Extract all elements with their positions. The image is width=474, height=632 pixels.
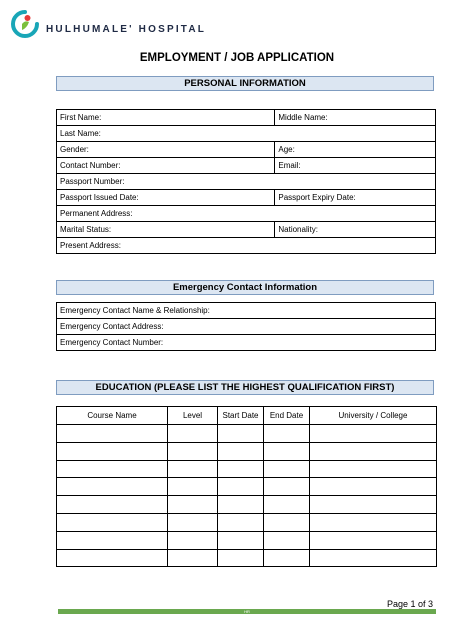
form-row bbox=[57, 238, 436, 254]
table-cell[interactable] bbox=[218, 531, 264, 549]
first-name-field[interactable]: First Name: bbox=[57, 110, 275, 126]
form-row bbox=[57, 110, 436, 126]
table-cell[interactable] bbox=[264, 513, 310, 531]
gender-field[interactable]: Gender: bbox=[57, 142, 275, 158]
table-cell[interactable] bbox=[310, 442, 437, 460]
contact-number-field[interactable]: Contact Number: bbox=[57, 158, 275, 174]
last-name-field[interactable]: Last Name: bbox=[57, 126, 436, 142]
emergency-contact-number-field[interactable]: Emergency Contact Number: bbox=[57, 335, 436, 351]
table-row bbox=[57, 531, 437, 549]
table-row bbox=[57, 442, 437, 460]
table-cell[interactable] bbox=[264, 496, 310, 514]
level-column-header: Level bbox=[168, 407, 218, 425]
table-cell[interactable] bbox=[218, 513, 264, 531]
form-row bbox=[57, 174, 436, 190]
nationality-field[interactable]: Nationality: bbox=[275, 222, 436, 238]
table-cell[interactable] bbox=[168, 460, 218, 478]
age-field[interactable]: Age: bbox=[275, 142, 436, 158]
personal-information-header: PERSONAL INFORMATION bbox=[56, 76, 434, 91]
table-cell[interactable] bbox=[310, 531, 437, 549]
page-number: Page 1 of 3 bbox=[386, 599, 433, 609]
table-cell[interactable] bbox=[57, 549, 168, 567]
table-cell[interactable] bbox=[310, 549, 437, 567]
passport-expiry-date-field[interactable]: Passport Expiry Date: bbox=[275, 190, 436, 206]
form-row bbox=[57, 335, 436, 351]
emergency-contact-address-field[interactable]: Emergency Contact Address: bbox=[57, 319, 436, 335]
hospital-logo-icon bbox=[11, 10, 39, 38]
table-cell[interactable] bbox=[168, 442, 218, 460]
table-row bbox=[57, 478, 437, 496]
start-date-column-header: Start Date bbox=[218, 407, 264, 425]
personal-information-table bbox=[56, 109, 436, 254]
table-cell[interactable] bbox=[310, 425, 437, 443]
table-cell[interactable] bbox=[168, 425, 218, 443]
course-name-column-header: Course Name bbox=[57, 407, 168, 425]
table-cell[interactable] bbox=[168, 513, 218, 531]
education-table bbox=[56, 406, 437, 567]
form-row bbox=[57, 158, 436, 174]
footer-bar bbox=[58, 609, 436, 614]
table-cell[interactable] bbox=[264, 531, 310, 549]
table-cell[interactable] bbox=[57, 531, 168, 549]
form-row bbox=[57, 190, 436, 206]
table-cell[interactable] bbox=[264, 549, 310, 567]
emergency-contact-header: Emergency Contact Information bbox=[56, 280, 434, 295]
table-cell[interactable] bbox=[264, 478, 310, 496]
table-cell[interactable] bbox=[310, 460, 437, 478]
table-cell[interactable] bbox=[310, 496, 437, 514]
table-cell[interactable] bbox=[168, 496, 218, 514]
university-column-header: University / College bbox=[310, 407, 437, 425]
education-header: EDUCATION (PLEASE LIST THE HIGHEST QUALIFICATION FIRST) bbox=[56, 380, 434, 395]
table-cell[interactable] bbox=[218, 496, 264, 514]
form-row bbox=[57, 319, 436, 335]
table-row bbox=[57, 549, 437, 567]
table-cell[interactable] bbox=[218, 425, 264, 443]
passport-issued-date-field[interactable]: Passport Issued Date: bbox=[57, 190, 275, 206]
table-cell[interactable] bbox=[57, 460, 168, 478]
table-cell[interactable] bbox=[57, 478, 168, 496]
email-field[interactable]: Email: bbox=[275, 158, 436, 174]
table-cell[interactable] bbox=[218, 549, 264, 567]
table-cell[interactable] bbox=[264, 460, 310, 478]
table-row bbox=[57, 496, 437, 514]
middle-name-field[interactable]: Middle Name: bbox=[275, 110, 436, 126]
form-row bbox=[57, 206, 436, 222]
form-row bbox=[57, 142, 436, 158]
emergency-contact-table bbox=[56, 302, 436, 351]
table-cell[interactable] bbox=[57, 513, 168, 531]
marital-status-field[interactable]: Marital Status: bbox=[57, 222, 275, 238]
table-cell[interactable] bbox=[57, 425, 168, 443]
table-cell[interactable] bbox=[218, 460, 264, 478]
table-row bbox=[57, 460, 437, 478]
table-cell[interactable] bbox=[264, 442, 310, 460]
form-row bbox=[57, 222, 436, 238]
form-row bbox=[57, 303, 436, 319]
table-cell[interactable] bbox=[218, 478, 264, 496]
table-cell[interactable] bbox=[168, 478, 218, 496]
education-header-row bbox=[57, 407, 437, 425]
table-cell[interactable] bbox=[218, 442, 264, 460]
table-row bbox=[57, 425, 437, 443]
end-date-column-header: End Date bbox=[264, 407, 310, 425]
passport-number-field[interactable]: Passport Number: bbox=[57, 174, 436, 190]
table-cell[interactable] bbox=[310, 513, 437, 531]
table-cell[interactable] bbox=[310, 478, 437, 496]
table-cell[interactable] bbox=[168, 531, 218, 549]
present-address-field[interactable]: Present Address: bbox=[57, 238, 436, 254]
page-title: EMPLOYMENT / JOB APPLICATION bbox=[139, 52, 335, 64]
emergency-contact-name-field[interactable]: Emergency Contact Name & Relationship: bbox=[57, 303, 436, 319]
form-row bbox=[57, 126, 436, 142]
table-cell[interactable] bbox=[168, 549, 218, 567]
permanent-address-field[interactable]: Permanent Address: bbox=[57, 206, 436, 222]
table-row bbox=[57, 513, 437, 531]
table-cell[interactable] bbox=[57, 442, 168, 460]
table-cell[interactable] bbox=[57, 496, 168, 514]
footer-bar-text: HR bbox=[244, 609, 250, 614]
hospital-name: HULHUMALE' HOSPITAL bbox=[46, 24, 207, 35]
table-cell[interactable] bbox=[264, 425, 310, 443]
